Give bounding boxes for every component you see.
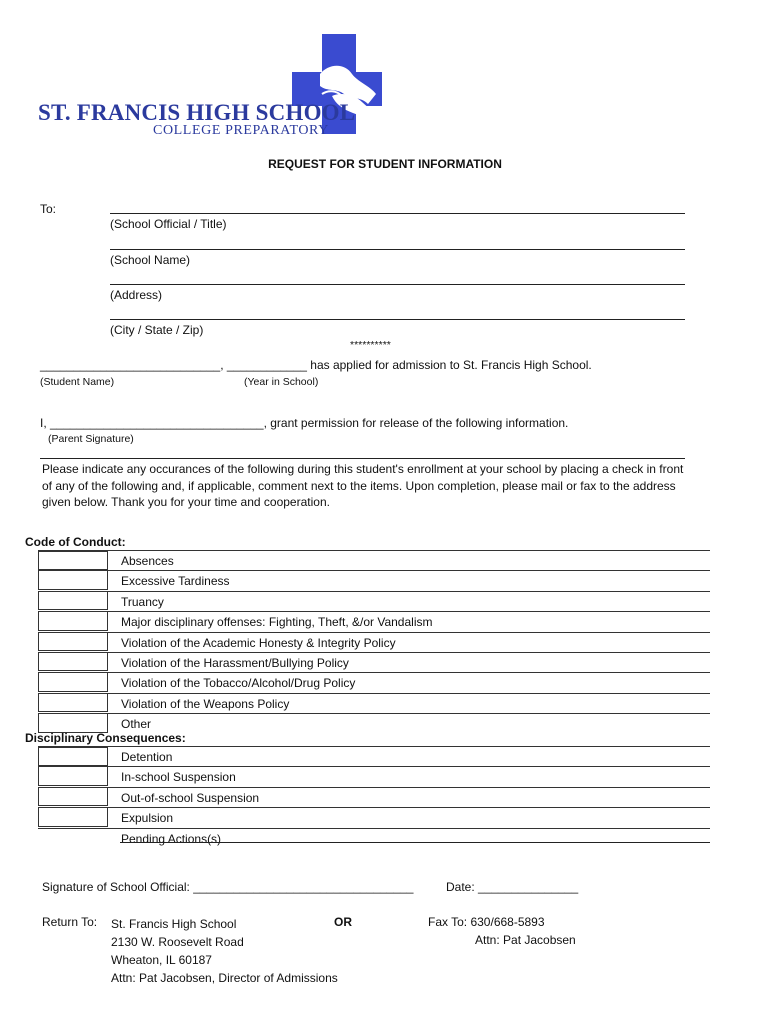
list-item	[38, 633, 710, 653]
list-item	[38, 612, 710, 632]
tobacco-alcohol-drug-checkbox[interactable]	[38, 672, 108, 691]
or-label: OR	[334, 915, 352, 929]
list-item-label: Absences	[121, 554, 174, 568]
list-item-label: Violation of the Tobacco/Alcohol/Drug Policy	[121, 676, 356, 691]
code-of-conduct-list	[38, 550, 710, 734]
school-subtitle: COLLEGE PREPARATORY	[153, 123, 329, 138]
absences-checkbox[interactable]	[38, 551, 108, 570]
date-field[interactable]: Date: _______________	[446, 880, 579, 894]
list-item-label: Truancy	[121, 594, 164, 609]
school-name-line[interactable]	[110, 249, 685, 250]
list-item-label: Pending Actions(s)	[121, 831, 222, 846]
list-item	[38, 788, 710, 808]
list-item-label: Expulsion	[121, 811, 174, 826]
list-item	[38, 747, 710, 767]
pending-actions-line	[120, 842, 710, 843]
academic-honesty-checkbox[interactable]	[38, 632, 108, 651]
disciplinary-list	[38, 746, 710, 848]
list-item-label: Violation of the Harassment/Bullying Policy	[121, 655, 349, 670]
list-item	[38, 653, 710, 673]
return-address-line: 2130 W. Roosevelt Road	[111, 935, 244, 949]
school-official-label: (School Official / Title)	[110, 217, 227, 231]
return-address-line: St. Francis High School	[111, 917, 237, 931]
tardiness-checkbox[interactable]	[38, 570, 108, 589]
form-title: REQUEST FOR STUDENT INFORMATION	[268, 157, 502, 171]
fax-attn-label: Attn: Pat Jacobsen	[475, 933, 576, 947]
address-line[interactable]	[110, 284, 685, 285]
weapons-checkbox[interactable]	[38, 693, 108, 712]
major-offenses-checkbox[interactable]	[38, 611, 108, 630]
return-address-line: Wheaton, IL 60187	[111, 953, 212, 967]
list-item-label: Violation of the Academic Honesty & Integrity Policy	[121, 635, 396, 650]
parent-permission-line[interactable]: I, ________________________________, grant permission for release of the following information.	[40, 416, 569, 430]
pending-actions-checkbox[interactable]	[38, 828, 108, 847]
to-label: To:	[40, 202, 57, 216]
in-school-suspension-checkbox[interactable]	[38, 766, 108, 785]
list-item-label: Other	[121, 717, 152, 732]
instructions-text: Please indicate any occurances of the following during this student's enrollment at your school by placing a check in front of any of the following and, if applicable, comment next to the items. Upon completion, please mail or fax to the address given below. Thank you for your time and cooperation.	[42, 462, 684, 510]
list-item	[38, 571, 710, 591]
return-address-line: Attn: Pat Jacobsen, Director of Admissions	[111, 971, 338, 985]
list-item-label: Violation of the Weapons Policy	[121, 696, 290, 711]
parent-signature-label: (Parent Signature)	[48, 433, 134, 445]
instructions-divider	[40, 458, 685, 459]
return-address	[111, 915, 338, 987]
code-of-conduct-heading: Code of Conduct:	[25, 535, 126, 549]
list-item-label: Major disciplinary offenses: Fighting, Theft, &/or Vandalism	[121, 615, 433, 630]
list-item	[38, 694, 710, 714]
student-application-line[interactable]: ___________________________, ____________ has applied for admission to St. Francis High School.	[40, 358, 592, 372]
school-name-label: (School Name)	[110, 253, 191, 267]
school-name: ST. FRANCIS HIGH SCHOOL	[38, 100, 356, 125]
official-signature-field[interactable]: Signature of School Official: _________________________________	[42, 880, 414, 894]
list-item-label: Detention	[121, 750, 173, 764]
list-item	[38, 767, 710, 787]
list-item	[38, 592, 710, 612]
return-to-label: Return To:	[42, 915, 98, 929]
list-item-label: In-school Suspension	[121, 770, 236, 785]
list-item	[38, 808, 710, 828]
city-state-zip-line[interactable]	[110, 319, 685, 320]
other-checkbox[interactable]	[38, 713, 108, 732]
divider-stars: **********	[350, 339, 391, 351]
disciplinary-heading: Disciplinary Consequences:	[25, 731, 186, 745]
list-item	[38, 551, 710, 571]
expulsion-checkbox[interactable]	[38, 807, 108, 826]
list-item	[38, 829, 710, 848]
year-in-school-label: (Year in School)	[244, 376, 319, 388]
address-label: (Address)	[110, 288, 163, 302]
out-of-school-suspension-checkbox[interactable]	[38, 787, 108, 806]
list-item-label: Out-of-school Suspension	[121, 790, 260, 805]
harassment-checkbox[interactable]	[38, 652, 108, 671]
list-item-label: Excessive Tardiness	[121, 574, 230, 589]
student-name-label: (Student Name)	[40, 376, 115, 388]
school-official-line[interactable]	[110, 213, 685, 214]
list-item	[38, 673, 710, 693]
detention-checkbox[interactable]	[38, 747, 108, 766]
truancy-checkbox[interactable]	[38, 591, 108, 610]
city-state-zip-label: (City / State / Zip)	[110, 323, 204, 337]
fax-to-label: Fax To: 630/668-5893	[428, 915, 545, 929]
